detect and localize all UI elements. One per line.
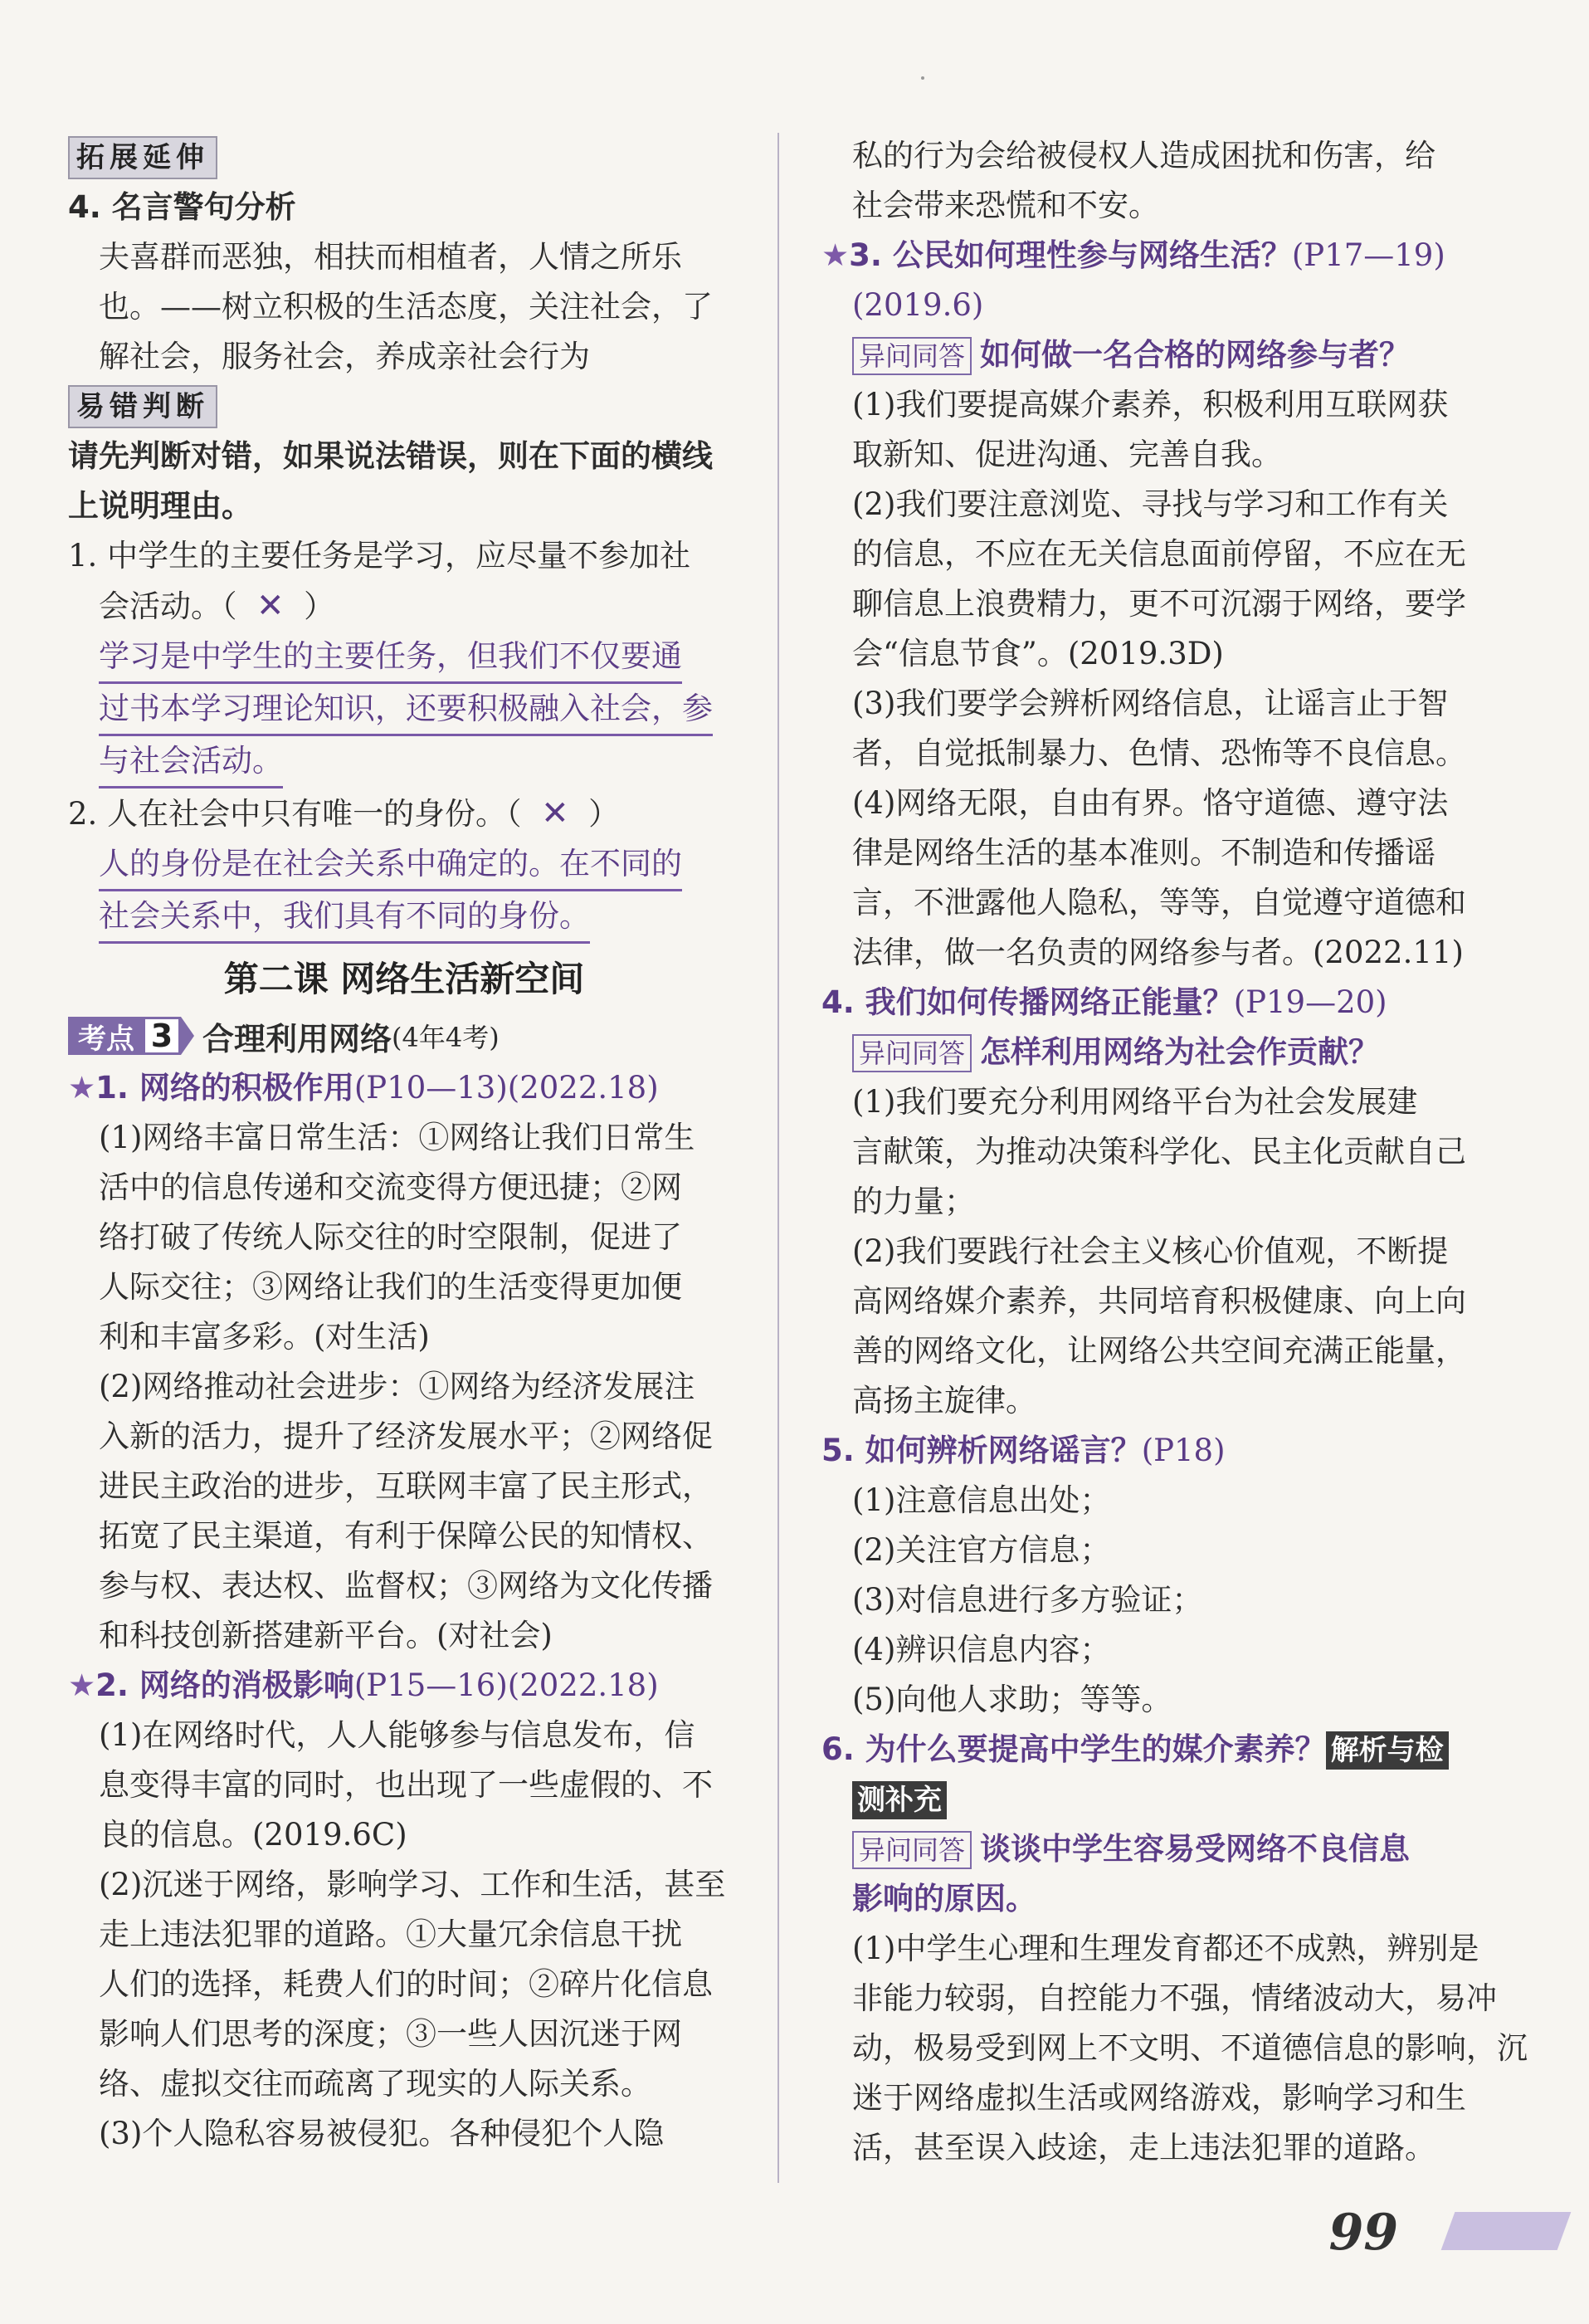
- section-4-line: (1)我们要充分利用网络平台为社会发展建: [852, 1084, 1418, 1120]
- section-3-line: (1)我们要提高媒介素养，积极利用互联网获: [852, 387, 1449, 422]
- q4-line: 也。——树立积极的生活态度，关注社会，了: [99, 289, 713, 325]
- section-6-yiwen: 异问同答 谈谈中学生容易受网络不良信息: [821, 1824, 1477, 1874]
- section-5-line: (4)辨识信息内容；: [852, 1632, 1111, 1667]
- kaodian-title: 合理利用网络: [202, 1020, 392, 1057]
- chevron-right-icon: [181, 1017, 194, 1055]
- section-3-line: (2)我们要注意浏览、寻找与学习和工作有关: [852, 486, 1449, 522]
- column-divider: [777, 133, 779, 2183]
- section-2-title: ★2. 网络的消极影响(P15—16)(2022.18): [68, 1667, 659, 1703]
- scan-dot: [921, 76, 924, 80]
- section-5-line: (3)对信息进行多方验证；: [852, 1582, 1203, 1618]
- continued-line: 私的行为会给被侵权人造成困扰和伤害，给: [852, 138, 1435, 173]
- section-4-line: 善的网络文化，让网络公共空间充满正能量，: [852, 1333, 1466, 1369]
- section-6-yiwen-2: 影响的原因。: [852, 1881, 1036, 1916]
- kaodian-note: (4年4考): [392, 1022, 500, 1053]
- yiwen-tag: 异问同答: [852, 1034, 972, 1072]
- kaodian-header: [68, 1008, 740, 1063]
- section-4-line: 言献策，为推动决策科学化、民主化贡献自己: [852, 1134, 1466, 1169]
- section-3-line: 聊信息上浪费精力，更不可沉溺于网络，要学: [852, 586, 1466, 622]
- section-6-title: 6. 为什么要提高中学生的媒介素养？ 解析与检: [821, 1725, 1477, 1775]
- kaodian-number: 3: [143, 1017, 181, 1055]
- section-1-line: 利和丰富多彩。(对生活): [99, 1319, 430, 1355]
- section-1-line: 入新的活力，提升了经济发展水平；②网络促: [99, 1418, 713, 1454]
- q4-line: 夫喜群而恶独，相扶而相植者，人情之所乐: [99, 239, 682, 275]
- analysis-tag: 解析与检: [1326, 1731, 1449, 1770]
- judge-1-answer: 与社会活动。: [99, 736, 283, 788]
- cross-mark: ✕: [256, 587, 285, 625]
- section-3-line: 的信息，不应在无关信息面前停留，不应在无: [852, 536, 1466, 572]
- section-6-line: (1)中学生心理和生理发育都还不成熟，辨别是: [852, 1931, 1479, 1966]
- section-1-line: (2)网络推动社会进步：①网络为经济发展注: [99, 1369, 695, 1404]
- section-6-line: 非能力较弱，自控能力不强，情绪波动大，易冲: [852, 1980, 1497, 2016]
- expand-tag: 拓展延伸: [68, 136, 217, 179]
- star-icon: ★: [68, 1070, 96, 1106]
- section-4-yiwen: 异问同答 怎样利用网络为社会作贡献？: [821, 1028, 1477, 1077]
- section-3-line: 法律，做一名负责的网络参与者。(2022.11): [852, 935, 1464, 970]
- judge-1-line: 1. 中学生的主要任务是学习，应尽量不参加社: [68, 538, 691, 574]
- star-icon: ★: [68, 1667, 96, 1703]
- section-3-line: (4)网络无限，自由有界。恪守道德、遵守法: [852, 785, 1449, 821]
- section-4-line: 高网络媒介素养，共同培育积极健康、向上向: [852, 1283, 1466, 1319]
- yiwen-tag: 异问同答: [852, 1831, 972, 1869]
- judge-2-line: 2. 人在社会中只有唯一的身份。（ ✕ ）: [68, 794, 620, 832]
- page-number: 99: [1328, 2204, 1398, 2262]
- instruction-line: 上说明理由。: [68, 488, 252, 524]
- judge-2-answer: 社会关系中，我们具有不同的身份。: [99, 891, 590, 944]
- right-column: [821, 131, 1528, 2173]
- kaodian-label: 考点: [68, 1017, 143, 1055]
- error-tag: 易错判断: [68, 385, 217, 428]
- section-3-line: 言，不泄露他人隐私，等等，自觉遵守道德和: [852, 885, 1466, 920]
- section-4-line: (2)我们要践行社会主义核心价值观，不断提: [852, 1233, 1449, 1269]
- section-2-line: 良的信息。(2019.6C): [99, 1817, 407, 1853]
- section-4-line: 的力量；: [852, 1184, 975, 1219]
- section-3-line: 者，自觉抵制暴力、色情、恐怖等不良信息。: [852, 735, 1466, 771]
- continued-line: 社会带来恐慌和不安。: [852, 188, 1159, 223]
- star-icon: ★: [821, 237, 850, 273]
- section-4-line: 高扬主旋律。: [852, 1383, 1036, 1418]
- section-3-line: 律是网络生活的基本准则。不制造和传播谣: [852, 835, 1435, 871]
- q4-title: 4. 名言警句分析: [68, 189, 296, 225]
- section-3-line: 会“信息节食”。(2019.3D): [852, 636, 1224, 671]
- section-5-line: (2)关注官方信息；: [852, 1532, 1111, 1568]
- section-3-line: (3)我们要学会辨析网络信息，让谣言止于智: [852, 686, 1449, 721]
- section-2-line: (1)在网络时代，人人能够参与信息发布，信: [99, 1717, 695, 1753]
- section-2-line: 走上违法犯罪的道路。①大量冗余信息干扰: [99, 1916, 682, 1952]
- left-column: [68, 133, 740, 2159]
- section-1-line: 进民主政治的进步，互联网丰富了民主形式，: [99, 1468, 713, 1504]
- section-2-line: 络、虚拟交往而疏离了现实的人际关系。: [99, 2066, 651, 2102]
- section-2-line: (3)个人隐私容易被侵犯。各种侵犯个人隐: [99, 2116, 665, 2151]
- section-6-line: 活，甚至误入歧途，走上违法犯罪的道路。: [852, 2130, 1435, 2165]
- section-2-line: 人们的选择，耗费人们的时间；②碎片化信息: [99, 1966, 713, 2002]
- section-6-line: 迷于网络虚拟生活或网络游戏，影响学习和生: [852, 2080, 1466, 2116]
- section-2-line: 息变得丰富的同时，也出现了一些虚假的、不: [99, 1767, 713, 1803]
- page-number-bar: [1441, 2212, 1572, 2250]
- section-5-title: 5. 如何辨析网络谣言？(P18): [821, 1433, 1226, 1468]
- section-2-line: 影响人们思考的深度；③一些人因沉迷于网: [99, 2016, 682, 2052]
- section-1-title: ★1. 网络的积极作用(P10—13)(2022.18): [68, 1070, 659, 1106]
- section-3-line: 取新知、促进沟通、完善自我。: [852, 437, 1282, 472]
- lesson-title: 第二课 网络生活新空间: [223, 959, 585, 999]
- section-1-line: 和科技创新搭建新平台。(对社会): [99, 1618, 553, 1653]
- judge-1-answer: 学习是中学生的主要任务，但我们不仅要通: [99, 632, 682, 684]
- section-1-line: 络打破了传统人际交往的时空限制，促进了: [99, 1219, 682, 1255]
- section-1-line: 拓宽了民主渠道，有利于保障公民的知情权、: [99, 1518, 713, 1554]
- judge-2-answer: 人的身份是在社会关系中确定的。在不同的: [99, 839, 682, 891]
- section-3-year: (2019.6): [852, 287, 984, 323]
- judge-1-answer: 过书本学习理论知识，还要积极融入社会，参: [99, 684, 713, 736]
- section-3-yiwen: 异问同答 如何做一名合格的网络参与者？: [821, 330, 1477, 380]
- section-1-line: 参与权、表达权、监督权；③网络为文化传播: [99, 1568, 713, 1604]
- q4-line: 解社会，服务社会，养成亲社会行为: [99, 339, 590, 374]
- section-5-line: (5)向他人求助；等等。: [852, 1682, 1172, 1717]
- yiwen-tag: 异问同答: [852, 337, 972, 375]
- section-5-line: (1)注意信息出处；: [852, 1482, 1111, 1518]
- section-1-line: (1)网络丰富日常生活：①网络让我们日常生: [99, 1120, 695, 1155]
- cross-mark: ✕: [541, 794, 569, 832]
- judge-1-line-2: 会活动。（ ✕ ）: [99, 587, 335, 625]
- section-3-title: ★3. 公民如何理性参与网络生活？(P17—19): [821, 237, 1445, 273]
- section-2-line: (2)沉迷于网络，影响学习、工作和生活，甚至: [99, 1867, 726, 1902]
- section-1-line: 活中的信息传递和交流变得方便迅捷；②网: [99, 1169, 682, 1205]
- section-6-line: 动，极易受到网上不文明、不道德信息的影响，沉: [852, 2030, 1528, 2066]
- section-4-title: 4. 我们如何传播网络正能量？(P19—20): [821, 984, 1387, 1020]
- section-6-tag-cont: 测补充: [821, 1775, 1477, 1824]
- section-1-line: 人际交往；③网络让我们的生活变得更加便: [99, 1269, 682, 1305]
- instruction-line: 请先判断对错，如果说法错误，则在下面的横线: [68, 438, 713, 474]
